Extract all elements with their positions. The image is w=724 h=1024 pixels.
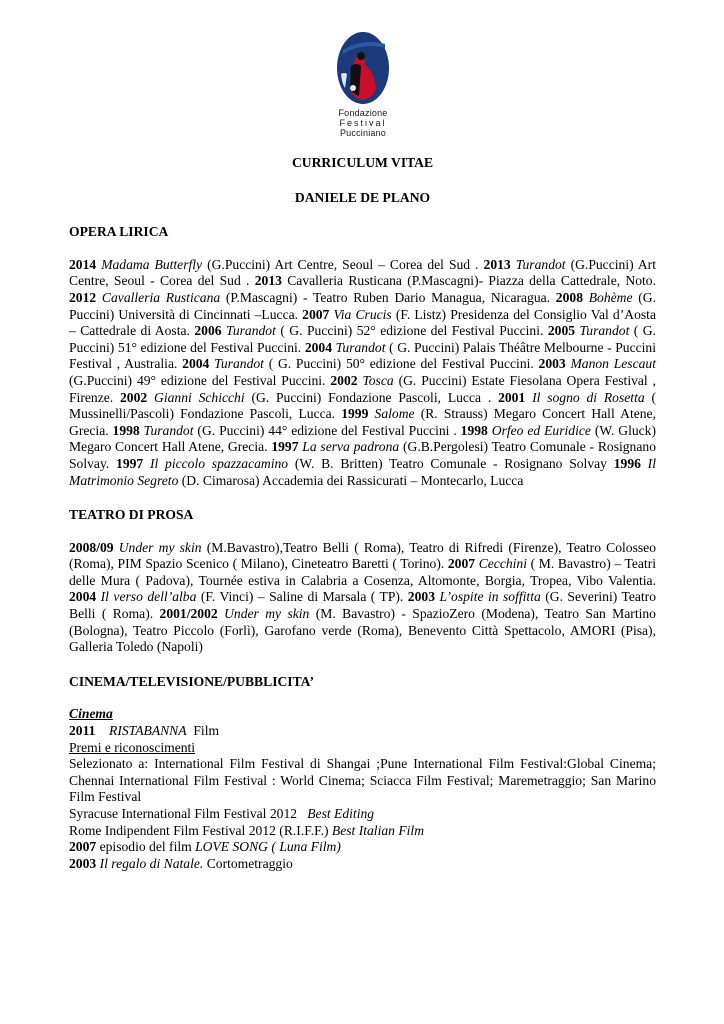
film-2007-title: LOVE SONG ( Luna Film) <box>195 839 341 855</box>
entry-details: (G.B.Pergolesi) Teatro Comunale - Rosignano Solvay. <box>69 439 656 471</box>
prosa-entries <box>69 540 656 656</box>
entry-work-title: Turandot <box>143 422 194 438</box>
entry-work-title: Il verso dell’alba <box>100 589 197 605</box>
entry-work-title: Il Matrimonio Segreto <box>69 455 656 488</box>
film-2003-year: 2003 <box>69 855 97 871</box>
entry-work-title: Tosca <box>362 372 394 388</box>
entry-details: (R. Strauss) Megaro Concert Hall Atene, Grecia. <box>69 406 656 438</box>
entry-work-title: Cecchini <box>478 556 528 572</box>
award-syracuse <box>69 806 656 823</box>
entry-year: 1996 <box>613 455 641 471</box>
entry-work-title: Under my skin <box>118 539 202 555</box>
entry-work-title: Gianni Schicchi <box>154 389 245 405</box>
entry-work-title: Cavalleria Rusticana <box>101 289 221 305</box>
film-entry-2011 <box>69 723 656 740</box>
entry-details: (W. Gluck) Megaro Concert Hall Atene, Grecia. <box>69 422 656 455</box>
entry-year: 2002 <box>119 389 148 405</box>
entry-details: (G.Puccini) 49° edizione del Festival Puccini. <box>69 372 331 388</box>
cinema-subheading: Cinema <box>69 706 113 722</box>
entry-work-title: Via Crucis <box>333 306 392 322</box>
entry-details: (F. Listz) Presidenza del Consiglio Val d’Aosta – Cattedrale di Aosta. <box>69 306 656 339</box>
entry-work-title: Bohème <box>588 289 633 305</box>
entry-details: ( G. Puccini) Palais Théâtre Melbourne - Puccini Festival , Australia. <box>69 339 657 372</box>
entry-details: (D. Cimarosa) Accademia dei Rassicurati – Montecarlo, Lucca <box>178 472 524 488</box>
entry-details: (M.Bavastro),Teatro Belli ( Roma), Teatro di Rifredi (Firenze), Teatro Colosseo (Roma), PIM Spazio Scenico ( Milano), Cineteatro Baretti ( Torino). <box>69 539 657 572</box>
entry-year: 1998 <box>112 422 140 438</box>
entry-year: 2004 <box>304 339 332 355</box>
entry-details: (F. Vinci) – Saline di Marsala ( TP). <box>196 589 408 605</box>
logo-line-3: Pucciniano <box>339 128 387 138</box>
entry-year: 2012 <box>69 289 97 305</box>
entry-year: 2005 <box>547 323 576 339</box>
entry-details: ( G. Puccini) 51° edizione del Festival Puccini. <box>69 323 656 355</box>
film-2003-text: Cortometraggio <box>203 855 293 871</box>
document-title: CURRICULUM VITAE <box>291 155 434 170</box>
section-heading-cinema: CINEMA/TELEVISIONE/PUBBLICITA’ <box>69 673 314 689</box>
entry-year: 2003 <box>538 356 566 372</box>
entry-work-title: Manon Lescaut <box>570 356 657 372</box>
entry-details: ( G. Puccini) 52° edizione del Festival Puccini. <box>275 323 548 339</box>
entry-year: 2014 <box>69 256 97 272</box>
entry-work-title: Turandot <box>226 323 276 339</box>
entry-year: 2013 <box>483 256 511 272</box>
entry-year: 2001 <box>498 389 526 405</box>
entry-year: 2001/2002 <box>159 606 218 622</box>
award-rome-prize: Best Italian Film <box>331 822 425 838</box>
entry-work-title: Il piccolo spazzacamino <box>149 455 289 471</box>
film-kind: Film <box>193 723 220 739</box>
film-2003-title: Il regalo di Natale. <box>99 855 204 871</box>
entry-details: (W. B. Britten) Teatro Comunale - Rosignano Solvay <box>288 455 614 471</box>
festival-selection: Selezionato a: International Film Festival di Shangai ;Pune International Film Festival:Global Cinema; Chennai International Film Festival : World Cinema; Sciacca Film Festival; Maremetraggio; San Marino Film Festival <box>69 756 656 805</box>
entry-year: 1999 <box>341 406 369 422</box>
entry-details: (G.Puccini) Art Centre, Seoul – Corea del Sud . <box>202 256 484 272</box>
entry-year: 2004 <box>182 356 210 372</box>
entry-work-title: La serva padrona <box>302 439 400 455</box>
entry-details: (M. Bavastro) - SpazioZero (Modena), Teatro San Martino (Bologna), Teatro Piccolo (Forlì), Garofano verde (Roma), Benevento Città Spettacolo, AMORI (Pisa), Galleria Toledo (Napoli) <box>69 606 656 655</box>
entry-details: (G. Puccini) Fondazione Pascoli, Lucca . <box>244 389 499 405</box>
entry-work-title: Salome <box>374 406 415 422</box>
entry-details: ( M. Bavastro) – Teatri delle Mura ( Padova), Tournée estiva in Calabria a Cosenza, Altomonte, Borgia, Tropea, Vibo Valentia. <box>69 556 657 588</box>
award-rome <box>69 823 656 840</box>
film-entry-2003 <box>69 856 656 873</box>
film-title: RISTABANNA <box>109 723 187 739</box>
film-2007-text: episodio del film <box>96 839 196 855</box>
person-name: DANIELE DE PLANO <box>294 189 431 205</box>
logo-line-1: Fondazione <box>338 108 388 118</box>
entry-work-title: Under my skin <box>224 606 310 622</box>
film-2007-year: 2007 <box>69 839 97 855</box>
logo-line-2: Festival <box>339 118 387 128</box>
entry-work-title: L’ospite in soffitta <box>439 589 541 605</box>
entry-year: 2008/09 <box>69 539 114 555</box>
entry-details: (G.Puccini) Art Centre, Seoul - Corea del Sud . <box>69 256 656 289</box>
entry-year: 2002 <box>330 372 358 388</box>
award-syracuse-festival: Syracuse International Film Festival 2012 <box>69 806 298 821</box>
entry-work-title: Turandot <box>579 323 630 339</box>
entry-year: 2006 <box>194 323 222 339</box>
entry-details: (G. Puccini) Estate Fiesolana Opera Festival , Firenze. <box>69 372 656 405</box>
entry-work-title: Turandot <box>335 339 386 355</box>
entry-year: 2007 <box>447 556 476 572</box>
puccini-silhouette-icon <box>335 30 391 106</box>
entry-year: 1997 <box>271 439 299 455</box>
entry-year: 2013 <box>254 273 282 289</box>
entry-details: ( Mussinelli/Pascoli) Fondazione Pascoli, Lucca. <box>69 389 656 422</box>
entry-details: (P.Mascagni) - Teatro Ruben Dario Managua, Nicaragua. <box>220 289 556 305</box>
entry-year: 2003 <box>407 589 435 605</box>
entry-work-title: Orfeo ed Euridice <box>491 422 591 438</box>
cv-document <box>69 150 656 872</box>
film-entry-2007 <box>69 839 656 856</box>
awards-heading: Premi e riconoscimenti <box>69 739 196 755</box>
entry-work-title: Turandot <box>515 256 566 272</box>
entry-year: 2008 <box>555 289 583 305</box>
entry-year: 2007 <box>302 306 330 322</box>
entry-details: ( G. Puccini) 50° edizione del Festival Puccini. <box>263 356 539 372</box>
entry-details: Cavalleria Rusticana (P.Mascagni)- Piazza della Cattedrale, Noto. <box>287 273 656 289</box>
entry-work-title: Turandot <box>214 356 264 372</box>
entry-work-title: Madama Butterfly <box>101 256 203 272</box>
entry-details: (G. Severini) Teatro Belli ( Roma). <box>69 589 656 622</box>
entry-work-title: Il sogno di Rosetta <box>532 389 645 405</box>
entry-year: 1997 <box>116 455 144 471</box>
entry-details: (G. Puccini) 44° edizione del Festival Puccini . <box>193 422 461 438</box>
section-heading-opera: OPERA LIRICA <box>69 224 169 240</box>
section-heading-prosa: TEATRO DI PROSA <box>69 507 194 523</box>
opera-entries <box>69 257 656 489</box>
entry-year: 1998 <box>460 422 488 438</box>
entry-details: (G. Puccini) Università di Cincinnati –Lucca. <box>69 289 656 322</box>
logo-caption <box>331 108 395 138</box>
award-rome-festival: Rome Indipendent Film Festival 2012 (R.I.F.F.) <box>69 822 329 838</box>
film-year: 2011 <box>69 723 96 739</box>
entry-year: 2004 <box>69 589 97 605</box>
award-syracuse-prize: Best Editing <box>307 806 375 821</box>
foundation-logo <box>331 30 395 138</box>
